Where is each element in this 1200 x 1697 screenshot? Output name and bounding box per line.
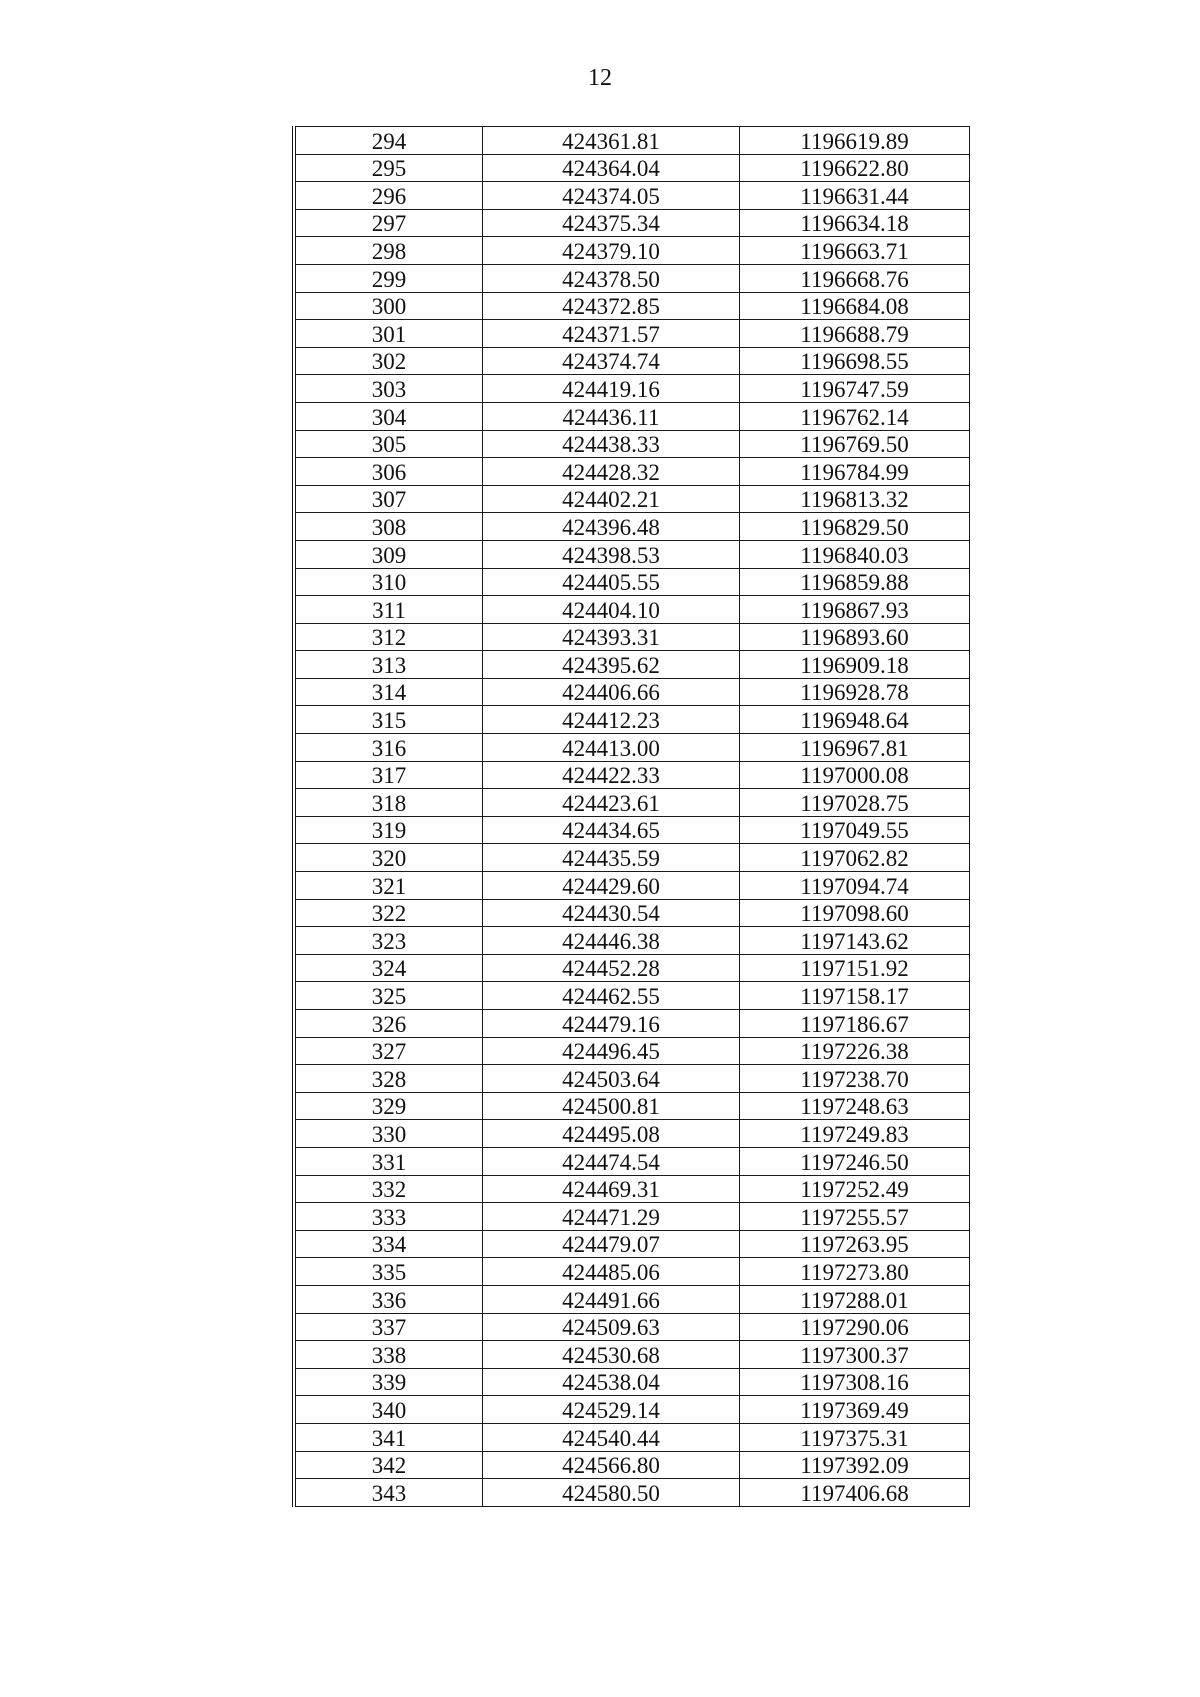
x-coordinate-cell: 424402.21 bbox=[483, 485, 740, 513]
table-row bbox=[294, 844, 970, 872]
point-number-cell: 342 bbox=[294, 1451, 483, 1479]
y-coordinate-cell: 1197273.80 bbox=[740, 1258, 970, 1286]
x-coordinate-cell: 424404.10 bbox=[483, 596, 740, 624]
table-row bbox=[294, 1065, 970, 1093]
point-number-cell: 305 bbox=[294, 430, 483, 458]
table-row bbox=[294, 513, 970, 541]
x-coordinate-cell: 424479.07 bbox=[483, 1230, 740, 1258]
x-coordinate-cell: 424372.85 bbox=[483, 292, 740, 320]
y-coordinate-cell: 1197406.68 bbox=[740, 1479, 970, 1507]
table-row bbox=[294, 678, 970, 706]
point-number-cell: 338 bbox=[294, 1341, 483, 1369]
y-coordinate-cell: 1197151.92 bbox=[740, 954, 970, 982]
table-row bbox=[294, 1396, 970, 1424]
y-coordinate-cell: 1197252.49 bbox=[740, 1175, 970, 1203]
table-row bbox=[294, 430, 970, 458]
point-number-cell: 328 bbox=[294, 1065, 483, 1093]
point-number-cell: 316 bbox=[294, 734, 483, 762]
point-number-cell: 320 bbox=[294, 844, 483, 872]
point-number-cell: 343 bbox=[294, 1479, 483, 1507]
table-row bbox=[294, 540, 970, 568]
y-coordinate-cell: 1197098.60 bbox=[740, 899, 970, 927]
y-coordinate-cell: 1196928.78 bbox=[740, 678, 970, 706]
point-number-cell: 304 bbox=[294, 402, 483, 430]
coordinates-table-body bbox=[294, 127, 970, 1507]
y-coordinate-cell: 1196622.80 bbox=[740, 154, 970, 182]
y-coordinate-cell: 1197158.17 bbox=[740, 982, 970, 1010]
table-row bbox=[294, 1147, 970, 1175]
point-number-cell: 339 bbox=[294, 1368, 483, 1396]
point-number-cell: 333 bbox=[294, 1203, 483, 1231]
point-number-cell: 294 bbox=[294, 127, 483, 155]
x-coordinate-cell: 424423.61 bbox=[483, 789, 740, 817]
y-coordinate-cell: 1197143.62 bbox=[740, 927, 970, 955]
x-coordinate-cell: 424530.68 bbox=[483, 1341, 740, 1369]
point-number-cell: 298 bbox=[294, 237, 483, 265]
x-coordinate-cell: 424412.23 bbox=[483, 706, 740, 734]
x-coordinate-cell: 424509.63 bbox=[483, 1313, 740, 1341]
x-coordinate-cell: 424538.04 bbox=[483, 1368, 740, 1396]
y-coordinate-cell: 1196769.50 bbox=[740, 430, 970, 458]
y-coordinate-cell: 1196688.79 bbox=[740, 320, 970, 348]
table-row bbox=[294, 706, 970, 734]
y-coordinate-cell: 1197288.01 bbox=[740, 1285, 970, 1313]
table-row bbox=[294, 264, 970, 292]
table-row bbox=[294, 1479, 970, 1507]
point-number-cell: 314 bbox=[294, 678, 483, 706]
table-row bbox=[294, 927, 970, 955]
table-row bbox=[294, 292, 970, 320]
y-coordinate-cell: 1197226.38 bbox=[740, 1037, 970, 1065]
x-coordinate-cell: 424566.80 bbox=[483, 1451, 740, 1479]
x-coordinate-cell: 424495.08 bbox=[483, 1120, 740, 1148]
point-number-cell: 302 bbox=[294, 347, 483, 375]
table-row bbox=[294, 1203, 970, 1231]
table-row bbox=[294, 954, 970, 982]
point-number-cell: 297 bbox=[294, 209, 483, 237]
x-coordinate-cell: 424361.81 bbox=[483, 127, 740, 155]
table-row bbox=[294, 761, 970, 789]
x-coordinate-cell: 424379.10 bbox=[483, 237, 740, 265]
point-number-cell: 325 bbox=[294, 982, 483, 1010]
y-coordinate-cell: 1197062.82 bbox=[740, 844, 970, 872]
x-coordinate-cell: 424500.81 bbox=[483, 1092, 740, 1120]
x-coordinate-cell: 424395.62 bbox=[483, 651, 740, 679]
point-number-cell: 326 bbox=[294, 1010, 483, 1038]
x-coordinate-cell: 424479.16 bbox=[483, 1010, 740, 1038]
y-coordinate-cell: 1196747.59 bbox=[740, 375, 970, 403]
point-number-cell: 340 bbox=[294, 1396, 483, 1424]
point-number-cell: 296 bbox=[294, 182, 483, 210]
table-row bbox=[294, 1175, 970, 1203]
point-number-cell: 331 bbox=[294, 1147, 483, 1175]
table-row bbox=[294, 734, 970, 762]
table-row bbox=[294, 623, 970, 651]
point-number-cell: 329 bbox=[294, 1092, 483, 1120]
y-coordinate-cell: 1197300.37 bbox=[740, 1341, 970, 1369]
x-coordinate-cell: 424371.57 bbox=[483, 320, 740, 348]
x-coordinate-cell: 424491.66 bbox=[483, 1285, 740, 1313]
x-coordinate-cell: 424374.05 bbox=[483, 182, 740, 210]
point-number-cell: 327 bbox=[294, 1037, 483, 1065]
y-coordinate-cell: 1196829.50 bbox=[740, 513, 970, 541]
table-row bbox=[294, 872, 970, 900]
y-coordinate-cell: 1197000.08 bbox=[740, 761, 970, 789]
y-coordinate-cell: 1196684.08 bbox=[740, 292, 970, 320]
point-number-cell: 306 bbox=[294, 458, 483, 486]
table-row bbox=[294, 982, 970, 1010]
point-number-cell: 312 bbox=[294, 623, 483, 651]
y-coordinate-cell: 1196663.71 bbox=[740, 237, 970, 265]
table-row bbox=[294, 1092, 970, 1120]
x-coordinate-cell: 424375.34 bbox=[483, 209, 740, 237]
point-number-cell: 299 bbox=[294, 264, 483, 292]
x-coordinate-cell: 424413.00 bbox=[483, 734, 740, 762]
x-coordinate-cell: 424580.50 bbox=[483, 1479, 740, 1507]
point-number-cell: 323 bbox=[294, 927, 483, 955]
y-coordinate-cell: 1196948.64 bbox=[740, 706, 970, 734]
x-coordinate-cell: 424364.04 bbox=[483, 154, 740, 182]
x-coordinate-cell: 424419.16 bbox=[483, 375, 740, 403]
table-row bbox=[294, 237, 970, 265]
table-row bbox=[294, 1120, 970, 1148]
y-coordinate-cell: 1197255.57 bbox=[740, 1203, 970, 1231]
point-number-cell: 330 bbox=[294, 1120, 483, 1148]
table-row bbox=[294, 182, 970, 210]
table-row bbox=[294, 596, 970, 624]
y-coordinate-cell: 1197369.49 bbox=[740, 1396, 970, 1424]
y-coordinate-cell: 1197049.55 bbox=[740, 816, 970, 844]
point-number-cell: 335 bbox=[294, 1258, 483, 1286]
point-number-cell: 300 bbox=[294, 292, 483, 320]
table-row bbox=[294, 1258, 970, 1286]
x-coordinate-cell: 424434.65 bbox=[483, 816, 740, 844]
table-row bbox=[294, 458, 970, 486]
point-number-cell: 311 bbox=[294, 596, 483, 624]
y-coordinate-cell: 1197290.06 bbox=[740, 1313, 970, 1341]
point-number-cell: 341 bbox=[294, 1423, 483, 1451]
point-number-cell: 332 bbox=[294, 1175, 483, 1203]
x-coordinate-cell: 424469.31 bbox=[483, 1175, 740, 1203]
y-coordinate-cell: 1197392.09 bbox=[740, 1451, 970, 1479]
y-coordinate-cell: 1196840.03 bbox=[740, 540, 970, 568]
y-coordinate-cell: 1196634.18 bbox=[740, 209, 970, 237]
x-coordinate-cell: 424435.59 bbox=[483, 844, 740, 872]
table-row bbox=[294, 320, 970, 348]
y-coordinate-cell: 1196698.55 bbox=[740, 347, 970, 375]
point-number-cell: 313 bbox=[294, 651, 483, 679]
point-number-cell: 308 bbox=[294, 513, 483, 541]
x-coordinate-cell: 424471.29 bbox=[483, 1203, 740, 1231]
y-coordinate-cell: 1197246.50 bbox=[740, 1147, 970, 1175]
x-coordinate-cell: 424405.55 bbox=[483, 568, 740, 596]
table-row bbox=[294, 1037, 970, 1065]
table-row bbox=[294, 1451, 970, 1479]
x-coordinate-cell: 424393.31 bbox=[483, 623, 740, 651]
x-coordinate-cell: 424474.54 bbox=[483, 1147, 740, 1175]
x-coordinate-cell: 424462.55 bbox=[483, 982, 740, 1010]
table-row bbox=[294, 789, 970, 817]
y-coordinate-cell: 1196619.89 bbox=[740, 127, 970, 155]
point-number-cell: 334 bbox=[294, 1230, 483, 1258]
x-coordinate-cell: 424406.66 bbox=[483, 678, 740, 706]
y-coordinate-cell: 1196909.18 bbox=[740, 651, 970, 679]
x-coordinate-cell: 424436.11 bbox=[483, 402, 740, 430]
table-row bbox=[294, 1313, 970, 1341]
x-coordinate-cell: 424430.54 bbox=[483, 899, 740, 927]
point-number-cell: 322 bbox=[294, 899, 483, 927]
point-number-cell: 295 bbox=[294, 154, 483, 182]
y-coordinate-cell: 1196859.88 bbox=[740, 568, 970, 596]
table-row bbox=[294, 127, 970, 155]
x-coordinate-cell: 424398.53 bbox=[483, 540, 740, 568]
table-row bbox=[294, 1230, 970, 1258]
y-coordinate-cell: 1197249.83 bbox=[740, 1120, 970, 1148]
x-coordinate-cell: 424374.74 bbox=[483, 347, 740, 375]
x-coordinate-cell: 424428.32 bbox=[483, 458, 740, 486]
y-coordinate-cell: 1197186.67 bbox=[740, 1010, 970, 1038]
y-coordinate-cell: 1196762.14 bbox=[740, 402, 970, 430]
table-row bbox=[294, 1423, 970, 1451]
table-row bbox=[294, 375, 970, 403]
y-coordinate-cell: 1197375.31 bbox=[740, 1423, 970, 1451]
y-coordinate-cell: 1196668.76 bbox=[740, 264, 970, 292]
point-number-cell: 317 bbox=[294, 761, 483, 789]
table-row bbox=[294, 402, 970, 430]
point-number-cell: 303 bbox=[294, 375, 483, 403]
y-coordinate-cell: 1197308.16 bbox=[740, 1368, 970, 1396]
x-coordinate-cell: 424422.33 bbox=[483, 761, 740, 789]
x-coordinate-cell: 424452.28 bbox=[483, 954, 740, 982]
page-number: 12 bbox=[588, 65, 612, 91]
x-coordinate-cell: 424496.45 bbox=[483, 1037, 740, 1065]
y-coordinate-cell: 1196967.81 bbox=[740, 734, 970, 762]
y-coordinate-cell: 1197238.70 bbox=[740, 1065, 970, 1093]
point-number-cell: 310 bbox=[294, 568, 483, 596]
table-row bbox=[294, 485, 970, 513]
x-coordinate-cell: 424503.64 bbox=[483, 1065, 740, 1093]
x-coordinate-cell: 424529.14 bbox=[483, 1396, 740, 1424]
table-row bbox=[294, 651, 970, 679]
y-coordinate-cell: 1196631.44 bbox=[740, 182, 970, 210]
x-coordinate-cell: 424540.44 bbox=[483, 1423, 740, 1451]
x-coordinate-cell: 424446.38 bbox=[483, 927, 740, 955]
point-number-cell: 318 bbox=[294, 789, 483, 817]
point-number-cell: 301 bbox=[294, 320, 483, 348]
point-number-cell: 337 bbox=[294, 1313, 483, 1341]
y-coordinate-cell: 1197094.74 bbox=[740, 872, 970, 900]
y-coordinate-cell: 1197028.75 bbox=[740, 789, 970, 817]
x-coordinate-cell: 424396.48 bbox=[483, 513, 740, 541]
table-row bbox=[294, 1368, 970, 1396]
table-row bbox=[294, 1285, 970, 1313]
table-row bbox=[294, 209, 970, 237]
point-number-cell: 315 bbox=[294, 706, 483, 734]
point-number-cell: 324 bbox=[294, 954, 483, 982]
y-coordinate-cell: 1196893.60 bbox=[740, 623, 970, 651]
point-number-cell: 321 bbox=[294, 872, 483, 900]
point-number-cell: 336 bbox=[294, 1285, 483, 1313]
table-row bbox=[294, 1010, 970, 1038]
y-coordinate-cell: 1197263.95 bbox=[740, 1230, 970, 1258]
x-coordinate-cell: 424429.60 bbox=[483, 872, 740, 900]
table-row bbox=[294, 816, 970, 844]
table-row bbox=[294, 1341, 970, 1369]
y-coordinate-cell: 1196813.32 bbox=[740, 485, 970, 513]
table-row bbox=[294, 568, 970, 596]
y-coordinate-cell: 1196867.93 bbox=[740, 596, 970, 624]
table-row bbox=[294, 899, 970, 927]
y-coordinate-cell: 1196784.99 bbox=[740, 458, 970, 486]
point-number-cell: 319 bbox=[294, 816, 483, 844]
table-row bbox=[294, 347, 970, 375]
y-coordinate-cell: 1197248.63 bbox=[740, 1092, 970, 1120]
point-number-cell: 307 bbox=[294, 485, 483, 513]
x-coordinate-cell: 424438.33 bbox=[483, 430, 740, 458]
table-row bbox=[294, 154, 970, 182]
x-coordinate-cell: 424378.50 bbox=[483, 264, 740, 292]
point-number-cell: 309 bbox=[294, 540, 483, 568]
x-coordinate-cell: 424485.06 bbox=[483, 1258, 740, 1286]
coordinates-table bbox=[292, 126, 970, 1507]
